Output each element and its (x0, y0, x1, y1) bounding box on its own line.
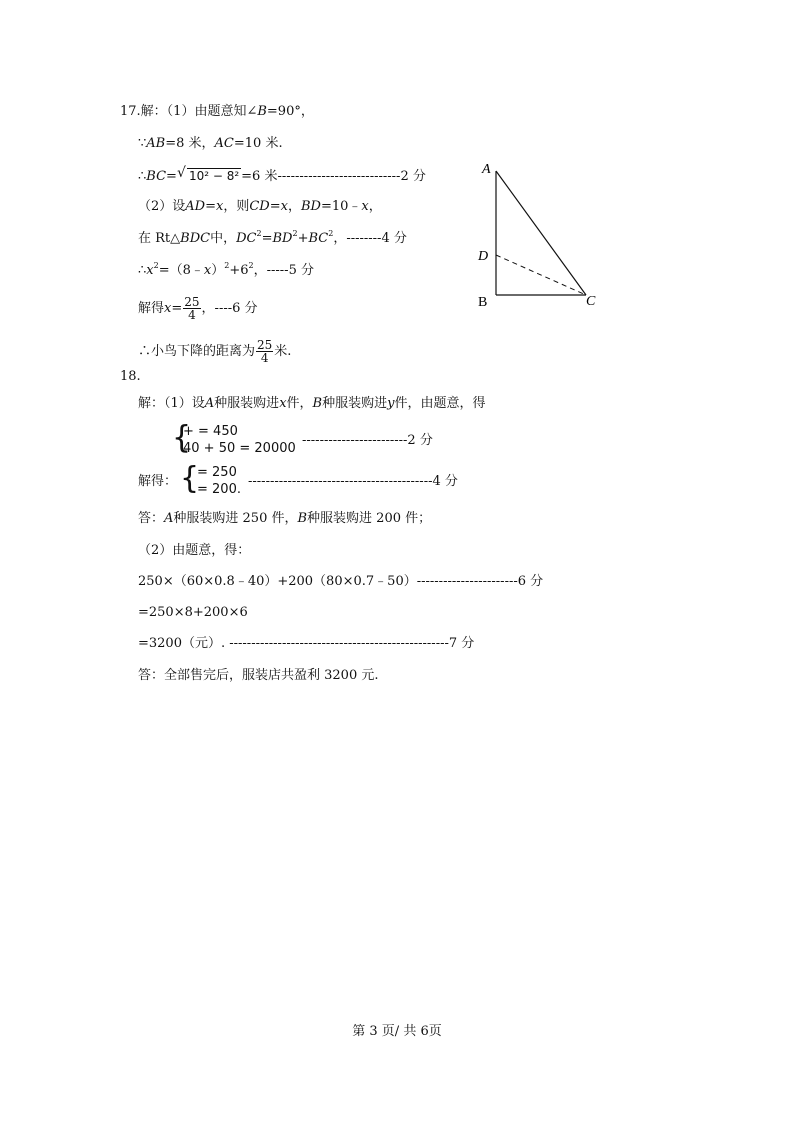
brace-2: { (180, 461, 200, 496)
fraction: $\frac{25}{4}$ (184, 295, 200, 322)
q18-calc-3: =3200（元）. --------------------------------------------------7 分 (138, 636, 475, 651)
triangle-figure (470, 155, 620, 315)
label-A: A (482, 162, 491, 177)
q18-line-1: 解：（1）设A种服装购进x件，B种服装购进y件，由题意，得 (138, 396, 486, 411)
q17-line-4: （2）设AD=x，则CD=x，BD=10﹣x， (138, 199, 382, 214)
equation-2: 40 + 50 = 20000 (183, 441, 296, 456)
q18-answer-2: 答：全部售完后，服装店共盈利 3200 元. (138, 668, 379, 683)
q18-solution-label: 解得： (138, 474, 178, 489)
label-D: D (478, 249, 489, 264)
q17-line-1: 17.解：（1）由题意知∠B=90°， (120, 104, 314, 119)
q17-line-8: ∴小鸟下降的距离为 $\frac{25}{4}$ 米. (138, 338, 292, 365)
fraction: $\frac{25}{4}$ (257, 338, 273, 365)
brace-1: { (172, 419, 192, 456)
label-B: B (478, 295, 488, 310)
q17-line-6: $\therefore x^2=(8﹣x)^2+6^2$，-----5 分 (138, 261, 314, 278)
q18-answer-1: 答：A种服装购进 250 件，B种服装购进 200 件； (138, 511, 432, 526)
solution-x: = 250 (197, 465, 237, 480)
q18-number: 18. (120, 369, 141, 384)
score-2: ------------------------2 分 (302, 433, 433, 448)
segment-DC-dashed (496, 255, 586, 295)
q17-line-7: 解得x= $\frac{25}{4}$ ，----6 分 (138, 295, 258, 322)
solution-y: = 200. (197, 482, 241, 497)
q18-calc-1: 250×（60×0.8﹣40）+200（80×0.7﹣50）-----------------------6 分 (138, 574, 544, 589)
label-C: C (586, 294, 596, 309)
q18-calc-2: =250×8+200×6 (138, 605, 248, 620)
segment-AC (496, 171, 586, 295)
equation-1: + = 450 (183, 424, 238, 439)
q17-line-5: 在 Rt△BDC中，$DC^2=BD^2+BC^2$，--------4 分 (138, 229, 407, 246)
score-4: ------------------------------------------4 分 (248, 474, 458, 489)
q18-part-2: （2）由题意，得： (138, 543, 251, 558)
q17-line-2: ∵AB=8 米，AC=10 米. (138, 136, 283, 151)
sqrt-expression: √ 10² − 8² (176, 165, 240, 183)
q17-line-3: ∴BC= √ 10² − 8² =6 米----------------------------2 分 (138, 165, 426, 184)
page-footer: 第 3 页/ 共 6页 (352, 1024, 442, 1039)
